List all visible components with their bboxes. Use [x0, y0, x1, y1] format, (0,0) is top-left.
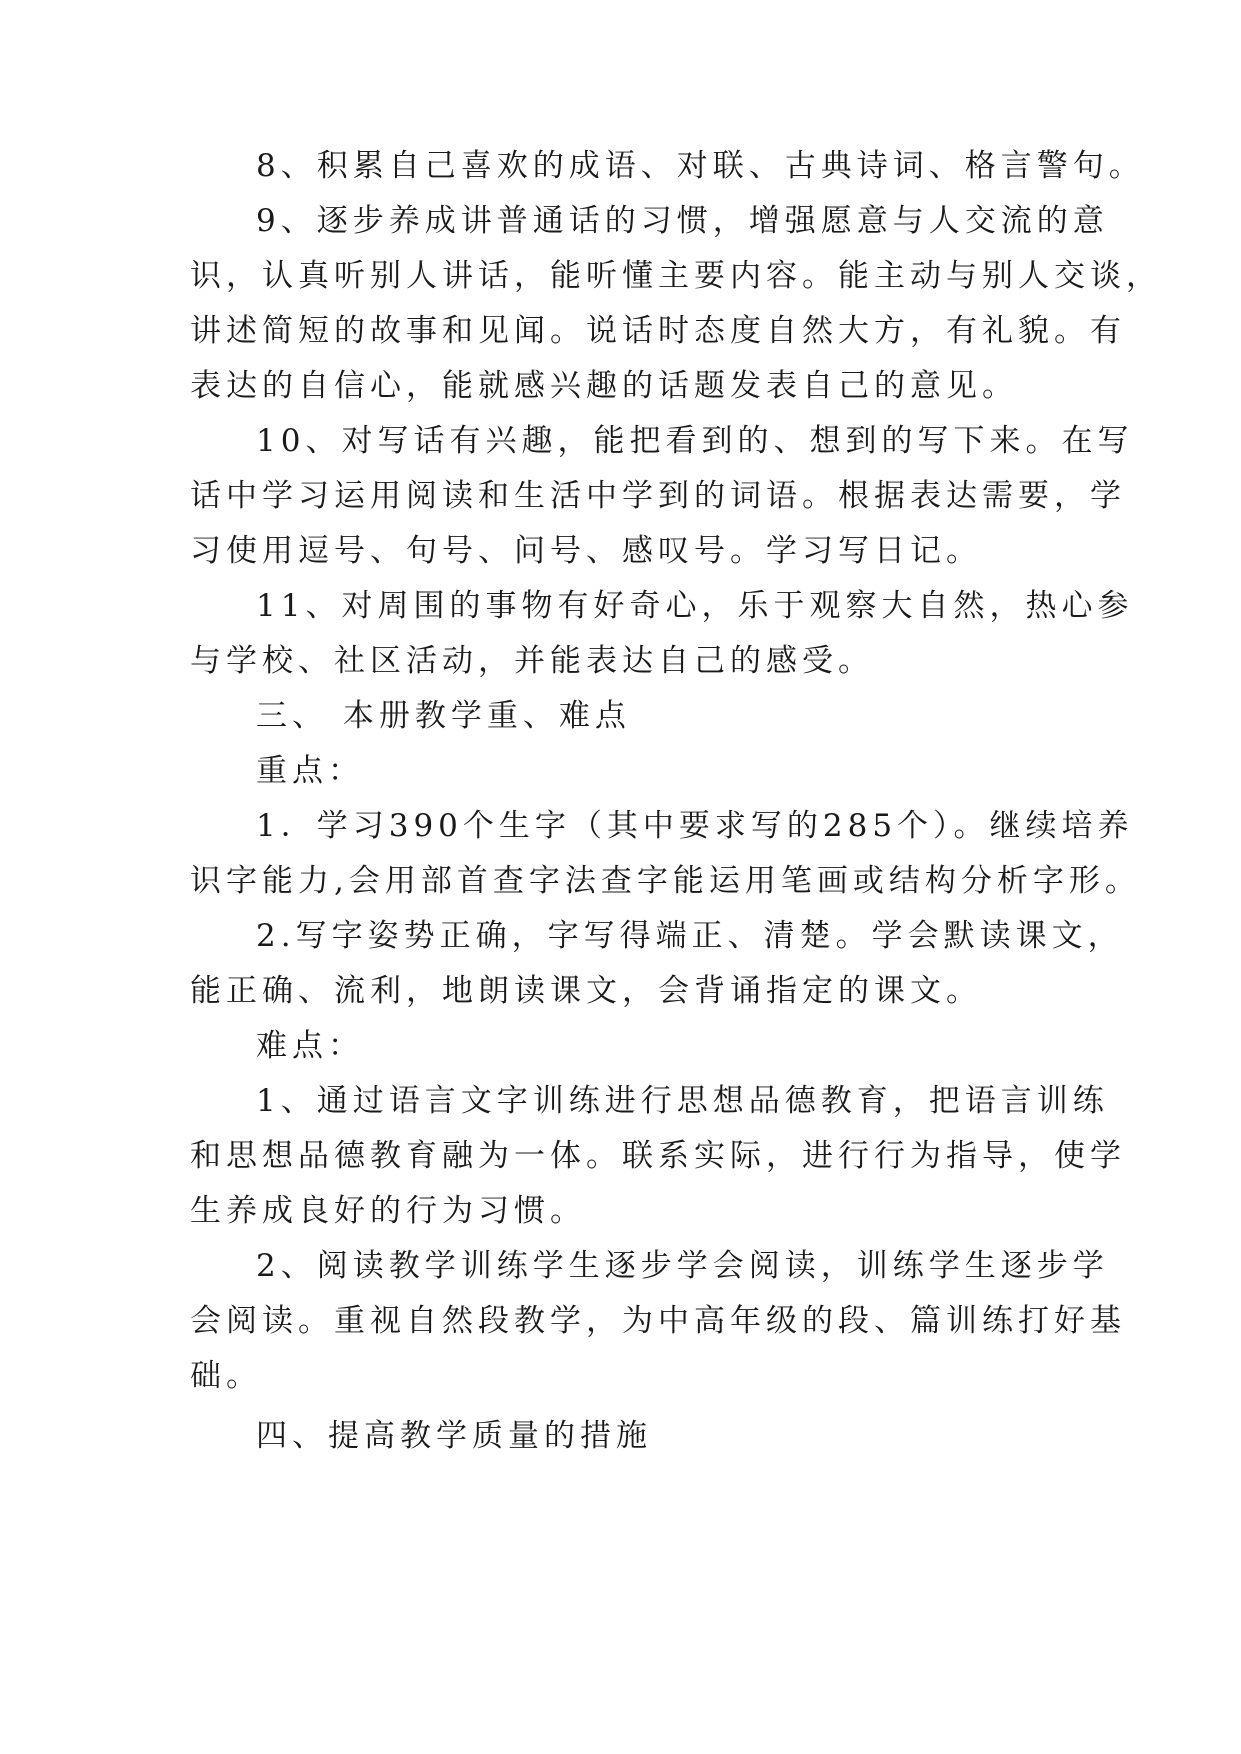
text-line: 话中学习运用阅读和生活中学到的词语。根据表达需要，学 — [190, 478, 1126, 514]
text-line: 1．学习390个生字（其中要求写的285个）。继续培养 — [256, 808, 1134, 844]
text-line: 讲述简短的故事和见闻。说话时态度自然大方，有礼貌。有 — [190, 313, 1126, 349]
text-line: 11、对周围的事物有好奇心，乐于观察大自然，热心参 — [256, 588, 1134, 624]
text-line: 会阅读。重视自然段教学，为中高年级的段、篇训练打好基 — [190, 1303, 1126, 1339]
text-line: 础。 — [190, 1358, 262, 1394]
text-line: 习使用逗号、句号、问号、感叹号。学习写日记。 — [190, 533, 982, 569]
text-line: 表达的自信心，能就感兴趣的话题发表自己的意见。 — [190, 368, 1018, 404]
section-heading: 三、 本册教学重、难点 — [256, 698, 631, 734]
text-line: 10、对写话有兴趣，能把看到的、想到的写下来。在写 — [256, 423, 1134, 459]
text-line: 生养成良好的行为习惯。 — [190, 1193, 586, 1229]
text-line: 识字能力,会用部首查字法查字能运用笔画或结构分析字形。 — [190, 863, 1141, 899]
text-line: 和思想品德教育融为一体。联系实际，进行行为指导，使学 — [190, 1138, 1126, 1174]
text-line: 1、通过语言文字训练进行思想品德教育，把语言训练 — [256, 1083, 1109, 1119]
text-line: 与学校、社区活动，并能表达自己的感受。 — [190, 643, 874, 679]
text-line: 9、逐步养成讲普通话的习惯，增强愿意与人交流的意 — [256, 203, 1109, 239]
section-heading: 四、提高教学质量的措施 — [256, 1418, 652, 1454]
text-line: 2.写字姿势正确，字写得端正、清楚。学会默读课文， — [256, 918, 1124, 954]
subheading: 难点： — [256, 1028, 364, 1064]
text-line: 8、积累自己喜欢的成语、对联、古典诗词、格言警句。 — [256, 148, 1145, 184]
text-line: 识，认真听别人讲话，能听懂主要内容。能主动与别人交谈， — [190, 258, 1162, 294]
text-line: 能正确、流利，地朗读课文，会背诵指定的课文。 — [190, 973, 982, 1009]
text-line: 2、阅读教学训练学生逐步学会阅读，训练学生逐步学 — [256, 1248, 1109, 1284]
subheading: 重点： — [256, 753, 364, 789]
